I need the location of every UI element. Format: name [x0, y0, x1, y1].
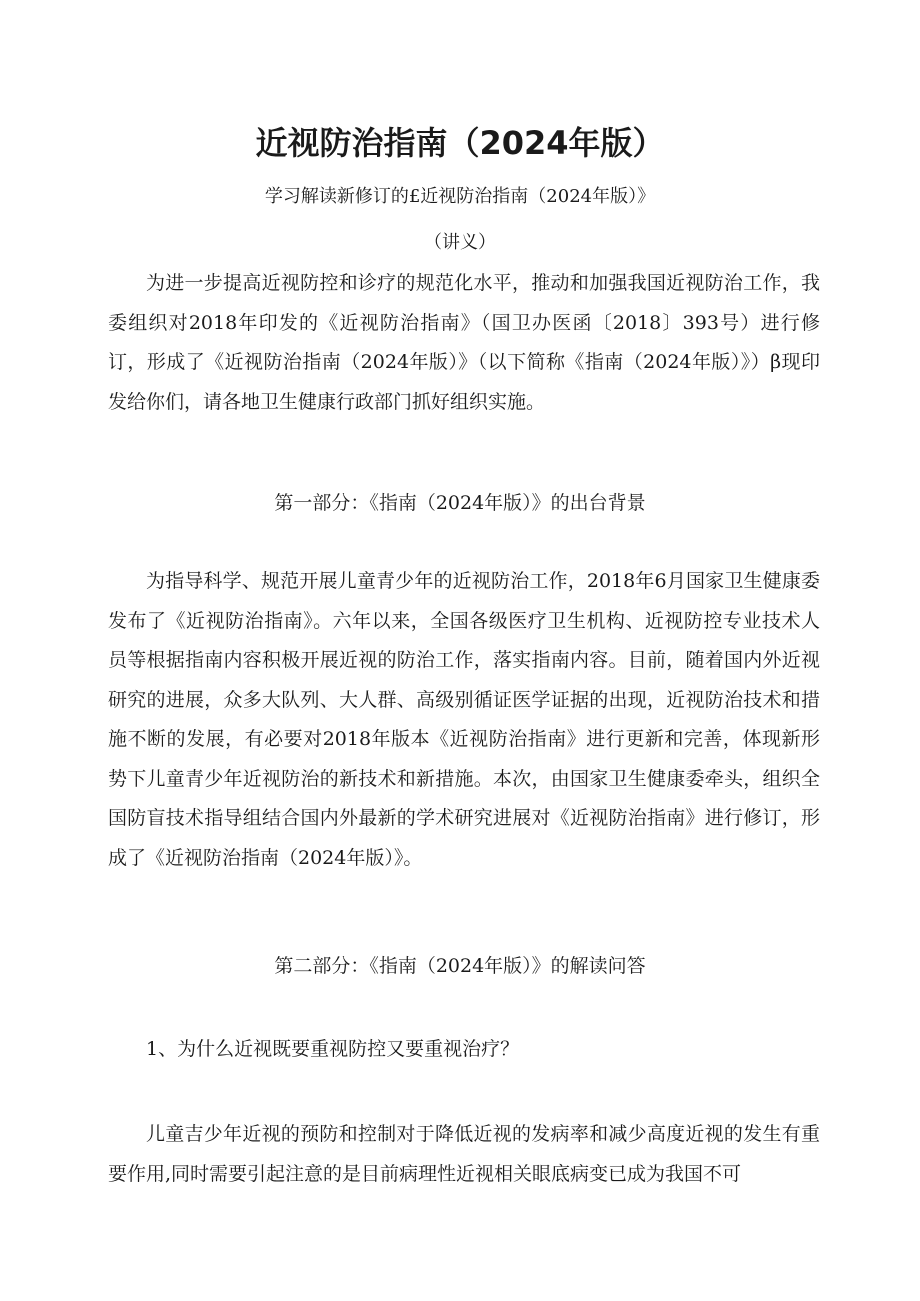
document-title: 近视防治指南（2024年版） [255, 124, 665, 162]
part1-paragraph: 为指导科学、规范开展儿童青少年的近视防治工作，2018年6月国家卫生健康委发布了《近视防治指南》。六年以来，全国各级医疗卫生机构、近视防控专业技术人员等根据指南内容积极开展近视的防治工作，落实指南内容。目前，随着国内外近视研究的进展，众多大队列、大人群、高级别循证医学证据的出现，近视防治技术和措施不断的发展，有必要对2018年版本《近视防治指南》进行更新和完善，体现新形势下儿童青少年近视防治的新技术和新措施。本次，由国家卫生健康委牵头，组织全国防盲技术指导组结合国内外最新的学术研究进展对《近视防治指南》进行修订，形成了《近视防治指南（2024年版）》。 [108, 570, 820, 869]
document-subtitle: 学习解读新修订的£近视防治指南（2024年版）》 [264, 186, 656, 207]
question-1: 1、为什么近视既要重视防控又要重视治疗？ [146, 1038, 520, 1060]
part2-heading: 第二部分：《指南（2024年版）》的解读问答 [274, 955, 646, 977]
lecture-label: （讲义） [424, 232, 496, 253]
intro-paragraph: 为进一步提高近视防控和诊疗的规范化水平，推动和加强我国近视防治工作，我委组织对2018年印发的《近视防治指南》（国卫办医函〔2018〕393号）进行修订，形成了《近视防治指南（2024年版）》（以下简称《指南（2024年版）》）β现印发给你们，请各地卫生健康行政部门抓好组织实施。 [108, 272, 820, 413]
part1-heading: 第一部分：《指南（2024年版）》的出台背景 [274, 492, 646, 514]
answer-1-paragraph: 儿童吉少年近视的预防和控制对于降低近视的发病率和减少高度近视的发生有重要作用,同时需要引起注意的是目前病理性近视相关眼底病变已成为我国不可 [108, 1123, 820, 1185]
